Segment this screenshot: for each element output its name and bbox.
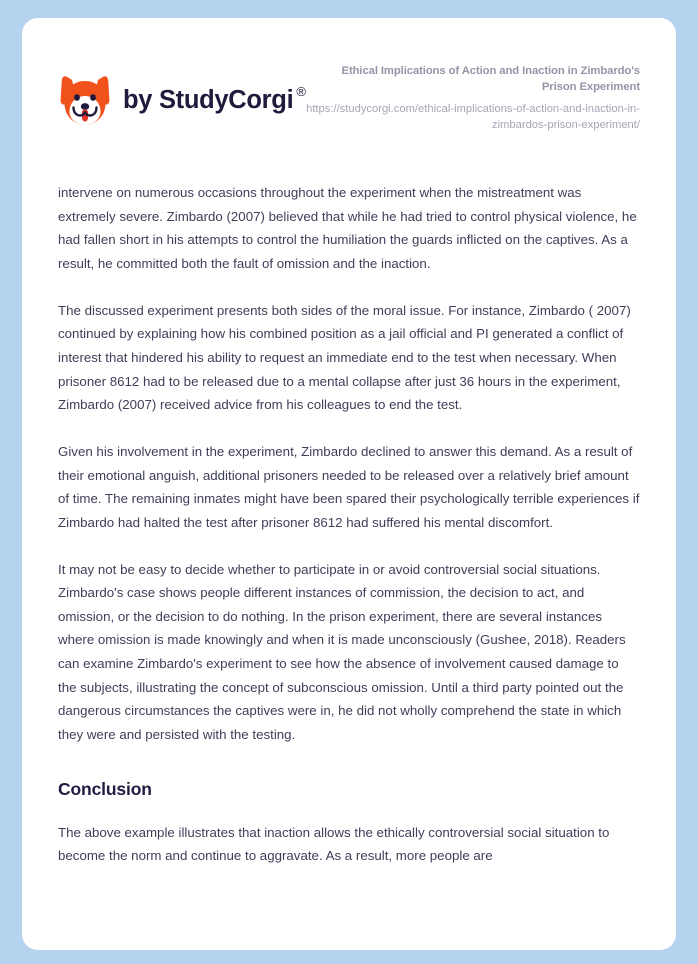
paragraph: intervene on numerous occasions throughout the experiment when the mistreatment was extremely severe. Zimbardo (2007) believed that while he had tried to control physical violence, he had fallen short in his attempts to control the humiliation the guards inflicted on the captives. As a result, he committed both the fault of omission and the inaction. (58, 184, 637, 271)
page-title: Ethical Implications of Action and Inaction in Zimbardo's Prison Experiment (341, 65, 640, 93)
brand-lockup (58, 62, 306, 128)
document-page (22, 18, 676, 950)
section-heading-conclusion: Conclusion (58, 778, 152, 799)
corgi-logo-icon (58, 72, 112, 128)
brand-name: by StudyCorgi (123, 85, 294, 114)
source-url[interactable]: https://studycorgi.com/ethical-implications-of-action-and-inaction-in-zimbardos-prison-experiment/ (306, 103, 640, 132)
paragraph: Given his involvement in the experiment, Zimbardo declined to answer this demand. As a result of their emotional anguish, additional prisoners needed to be released over a relatively brief amount of time. The remaining inmates might have been spared their psychologically terrible experiences if Zimbardo had halted the test after prisoner 8612 had suffered his mental discomfort. (58, 443, 640, 530)
document-body (22, 181, 676, 868)
document-meta (306, 62, 640, 134)
paragraph: The discussed experiment presents both sides of the moral issue. For instance, Zimbardo ( 2007) continued by explaining how his combined position as a jail official and PI generated a conflict of interest that hindered his ability to request an immediate end to the test when necessary. When prisoner 8612 had to be released due to a mental collapse after just 36 hours in the experiment, Zimbardo (2007) received advice from his colleagues to end the test. (58, 302, 631, 413)
document-header (22, 18, 676, 134)
registered-trademark-icon: ® (296, 83, 306, 99)
brand-wordmark (123, 83, 306, 115)
paragraph: It may not be easy to decide whether to participate in or avoid controversial social situations. Zimbardo's case shows people different instances of commission, the decision to act, and omission, or the decision to do nothing. In the prison experiment, there are several instances where omission is made knowingly and when it is made unconsciously (Gushee, 2018). Readers can examine Zimbardo's experiment to see how the absence of involvement caused damage to the subjects, illustrating the concept of subconscious omission. Until a third party pointed out the dangerous circumstances the captives were in, he did not wholly comprehend the state in which they were and persisted with the testing. (58, 561, 626, 743)
paragraph: The above example illustrates that inaction allows the ethically controversial social situation to become the norm and continue to aggravate. As a result, more people are (58, 824, 610, 864)
